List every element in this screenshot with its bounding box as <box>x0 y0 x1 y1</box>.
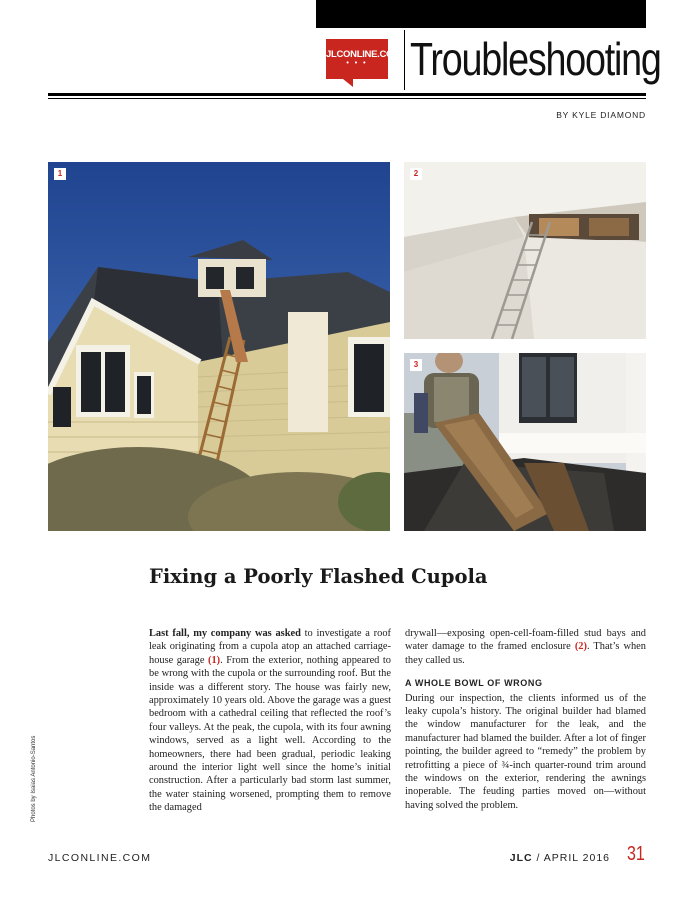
section-subhead: A WHOLE BOWL OF WRONG <box>405 678 543 689</box>
header-divider <box>404 30 405 90</box>
photo-number-1: 1 <box>54 168 66 180</box>
photo-credit: Photos by Isaias Antonio-Santos <box>31 735 37 822</box>
photo-interior-light-well <box>404 162 646 339</box>
removing-trim-illustration <box>404 353 646 531</box>
col2-text-part1: drywall—exposing open-cell-foam-filled stud bays and water damage to the framed enclosure <box>405 628 646 653</box>
article-title: Fixing a Poorly Flashed Cupola <box>149 565 488 588</box>
photo-house-exterior <box>48 162 390 531</box>
logo-speech-tail <box>343 79 353 87</box>
header-rule-thick <box>48 93 646 96</box>
article-column-1 <box>149 627 391 815</box>
logo-text: JLCONLINE.COM <box>326 49 401 60</box>
header-black-bar <box>316 0 646 28</box>
figure-ref-1[interactable]: (1) <box>208 654 221 666</box>
department-title: Troubleshooting <box>410 33 661 85</box>
logo-dots: • • • <box>346 60 368 67</box>
col2-text-part2: . That’s when they called us. <box>405 641 646 666</box>
byline: BY KYLE DIAMOND <box>556 110 646 120</box>
photo-number-2: 2 <box>410 168 422 180</box>
figure-ref-2[interactable]: (2) <box>574 641 587 653</box>
footer-issue <box>510 852 610 864</box>
photo-number-3: 3 <box>410 359 422 371</box>
article-column-2 <box>405 627 646 812</box>
photo-removing-trim <box>404 353 646 531</box>
lead-in: Last fall, my company was asked <box>149 628 301 639</box>
header-rule-thin <box>48 98 646 99</box>
footer-issue-date: / APRIL 2016 <box>532 852 610 864</box>
col1-text-part1: to investigate a roof leak originating from a cupola atop an attached carriage-house garage <box>149 628 391 666</box>
footer-magazine: JLC <box>509 852 533 864</box>
col1-text-part2: . From the exterior, nothing appeared to be wrong with the cupola or the surrounding roof. But the inside was a different story. The house was fairly new, approximately 10 years old. Above the garage was a guest bedroom with a cathedral ceiling that reflected the roof’s four valleys. At the peak, the cupola, with its four awning windows, served as a light well. According to the homeowners, there had been gradual, periodic leaking around the interior light well since the home’s initial construction. After a particularly bad storm last summer, the water staining worsened, prompting them to remove the damaged <box>149 654 391 814</box>
house-exterior-illustration <box>48 162 390 531</box>
footer-site[interactable]: JLCONLINE.COM <box>48 852 152 864</box>
page-number: 31 <box>627 843 645 865</box>
interior-light-well-illustration <box>404 162 646 339</box>
col2-text-part3: During our inspection, the clients informed us of the leaky cupola’s history. The original builder had blamed the window manufacturer for the leak, and the manufacturer had blamed the builder. After a lot of finger pointing, the builder agreed to “remedy” the problem by retrofitting a piece of ¾-inch quarter-round trim around the windows on the exterior, rendering the awnings inoperable. The feuding parties moved on—without having solved the problem. <box>405 692 646 811</box>
jlc-logo[interactable] <box>326 39 401 79</box>
